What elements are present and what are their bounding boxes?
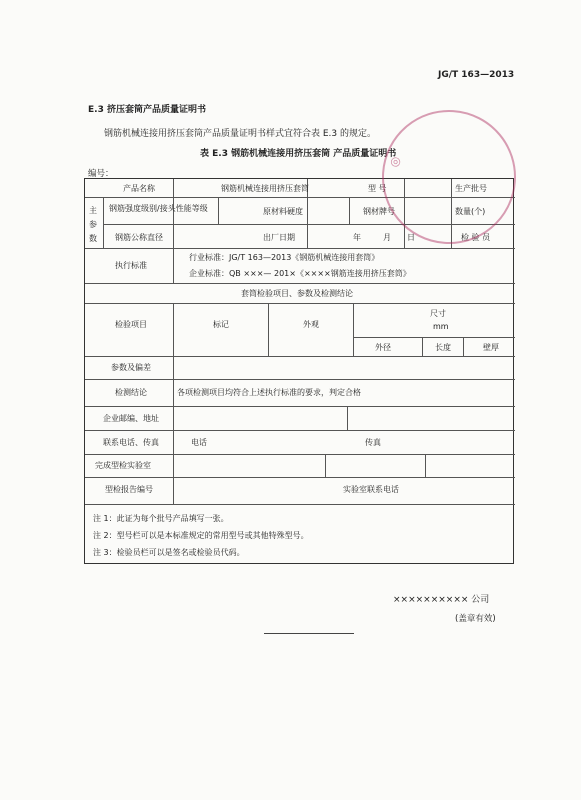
hardness-label: 原材料硬度 xyxy=(263,207,303,216)
product-name-label: 产品名称 xyxy=(123,184,155,193)
industry-standard: 行业标准：JG/T 163—2013《钢筋机械连接用套筒》 xyxy=(189,253,380,262)
report-number-label: 型检报告编号 xyxy=(105,485,153,494)
row-divider xyxy=(85,283,515,284)
company-name: ×××××××××× 公司 xyxy=(393,595,490,605)
col-divider xyxy=(173,179,174,283)
wall-thickness-label: 壁厚 xyxy=(483,343,499,352)
serial-number-label: 编号： xyxy=(88,169,114,179)
main-params-label-2: 参 xyxy=(89,220,97,229)
row-divider xyxy=(85,356,515,357)
note-2: 注 2：型号栏可以是本标准规定的常用型号或其他特殊型号。 xyxy=(93,531,309,540)
row-divider xyxy=(85,454,515,455)
size-label: 尺寸 xyxy=(430,309,446,318)
enterprise-standard: 企业标准：QB ×××— 201×《××××钢筋连接用挤压套筒》 xyxy=(189,269,411,278)
standard-label: 执行标准 xyxy=(115,261,147,270)
address-label: 企业邮编、地址 xyxy=(103,414,159,423)
inspection-section-title: 套筒检验项目、参数及检测结论 xyxy=(241,289,353,298)
lab-label: 完成型检实验室 xyxy=(95,461,151,470)
row-divider xyxy=(85,504,515,505)
note-3: 注 3：检验员栏可以是签名或检验员代码。 xyxy=(93,548,245,557)
year-label: 年 xyxy=(353,233,361,242)
batch-label: 生产批号 xyxy=(455,184,487,193)
model-label: 型 号 xyxy=(368,184,387,193)
diameter-label: 钢筋公称直径 xyxy=(115,233,163,242)
main-params-label-3: 数 xyxy=(89,234,97,243)
inspector-label: 检 验 员 xyxy=(461,233,491,242)
quantity-label: 数量(个) xyxy=(455,207,486,216)
row-divider xyxy=(85,303,515,304)
date-label: 出厂日期 xyxy=(263,233,295,242)
conclusion-value: 各项检测项目均符合上述执行标准的要求，判定合格 xyxy=(177,388,361,397)
col-divider xyxy=(422,337,423,356)
section-title: E.3 挤压套筒产品质量证明书 xyxy=(88,105,206,115)
params-label: 参数及偏差 xyxy=(111,363,151,372)
row-divider xyxy=(85,379,515,380)
col-divider xyxy=(347,406,348,430)
standard-code: JG/T 163—2013 xyxy=(438,70,515,80)
seal-note: (盖章有效) xyxy=(455,614,496,624)
col-divider xyxy=(425,454,426,477)
col-divider xyxy=(353,303,354,356)
signature-line xyxy=(264,633,354,634)
appearance-label: 外观 xyxy=(303,320,319,329)
month-label: 月 xyxy=(383,233,391,242)
col-divider xyxy=(268,303,269,356)
table-caption: 表 E.3 钢筋机械连接用挤压套筒 产品质量证明书 xyxy=(200,149,397,159)
outer-diameter-label: 外径 xyxy=(375,343,391,352)
col-divider xyxy=(103,197,104,248)
row-divider xyxy=(353,337,515,338)
col-divider xyxy=(463,337,464,356)
steel-grade-label: 钢材牌号 xyxy=(363,207,395,216)
note-1: 注 1：此证为每个批号产品填写一张。 xyxy=(93,514,229,523)
row-divider xyxy=(85,477,515,478)
length-label: 长度 xyxy=(435,343,451,352)
intro-text: 钢筋机械连接用挤压套筒产品质量证明书样式宜符合表 E.3 的规定。 xyxy=(104,129,376,139)
main-params-label-1: 主 xyxy=(89,206,97,215)
lab-phone-label: 实验室联系电话 xyxy=(343,485,399,494)
grade-label: 钢筋强度级别/接头性能等级 xyxy=(109,204,208,213)
row-divider xyxy=(85,248,515,249)
row-divider xyxy=(85,430,515,431)
col-divider xyxy=(325,454,326,477)
stamp-mark: ◎ xyxy=(387,152,404,170)
fax-label: 传真 xyxy=(365,438,381,447)
size-unit: mm xyxy=(433,322,449,331)
conclusion-label: 检测结论 xyxy=(115,388,147,397)
col-divider xyxy=(349,197,350,224)
col-divider xyxy=(173,303,174,504)
col-divider xyxy=(218,197,219,224)
contact-label: 联系电话、传真 xyxy=(103,438,159,447)
inspection-items-label: 检验项目 xyxy=(115,320,147,329)
row-divider xyxy=(85,406,515,407)
product-name-value: 钢筋机械连接用挤压套筒 xyxy=(221,184,309,193)
phone-label: 电话 xyxy=(191,438,207,447)
mark-label: 标记 xyxy=(213,320,229,329)
day-label: 日 xyxy=(407,233,415,242)
